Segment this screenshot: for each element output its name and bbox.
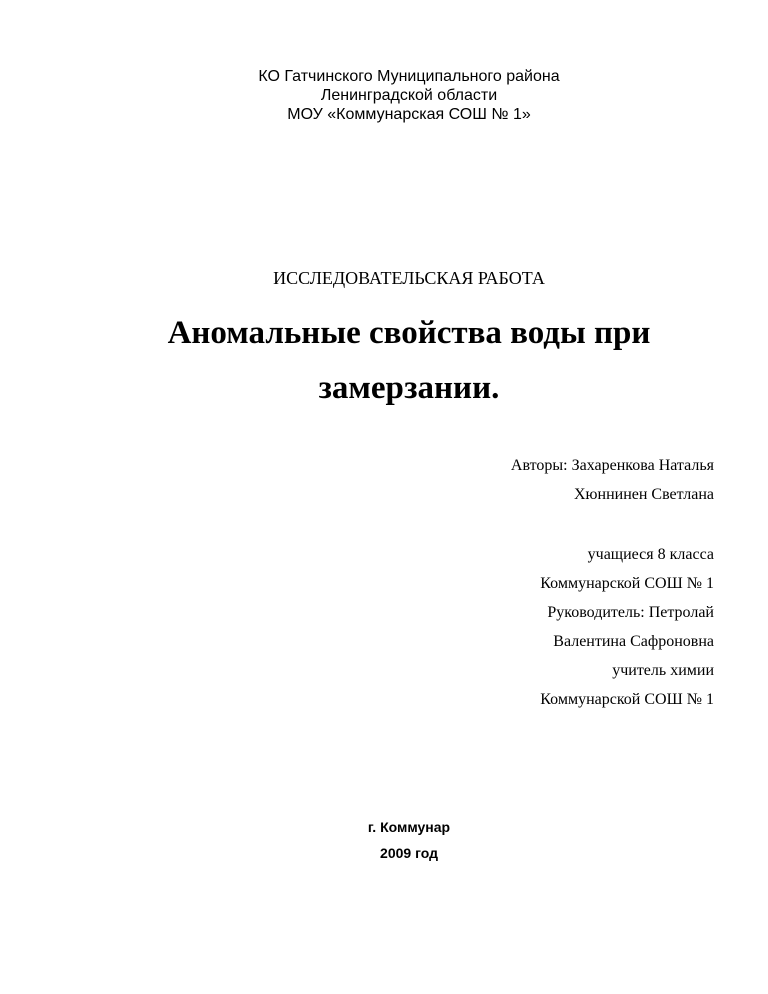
title-line-1: Аномальные свойства воды при xyxy=(167,315,651,351)
supervisor-role-line: учитель химии xyxy=(612,662,714,679)
header-line-region: Ленинградской области xyxy=(320,87,498,104)
city-label: г. Коммунар xyxy=(367,819,451,835)
spacer xyxy=(314,509,714,540)
students-class-line: учащиеся 8 класса xyxy=(587,546,714,563)
title-line-2: замерзании. xyxy=(318,370,500,406)
author-second-line: Хюннинен Светлана xyxy=(574,486,714,503)
students-school-line: Коммунарской СОШ № 1 xyxy=(540,575,714,592)
header-line-school: МОУ «Коммунарская СОШ № 1» xyxy=(287,106,531,123)
header-line-committee: КО Гатчинского Муниципального района xyxy=(258,68,560,85)
document-title xyxy=(0,306,768,416)
year-label: 2009 год xyxy=(380,845,438,861)
supervisor-line: Руководитель: Петролай xyxy=(547,604,714,621)
organization-header xyxy=(0,67,768,124)
authors-line: Авторы: Захаренкова Наталья xyxy=(510,457,714,474)
supervisor-school-line: Коммунарской СОШ № 1 xyxy=(540,691,714,708)
place-date-footer xyxy=(0,814,768,866)
work-type-label: ИССЛЕДОВАТЕЛЬСКАЯ РАБОТА xyxy=(273,268,545,288)
supervisor-name-line: Валентина Сафроновна xyxy=(553,633,714,650)
authors-block xyxy=(314,451,714,714)
